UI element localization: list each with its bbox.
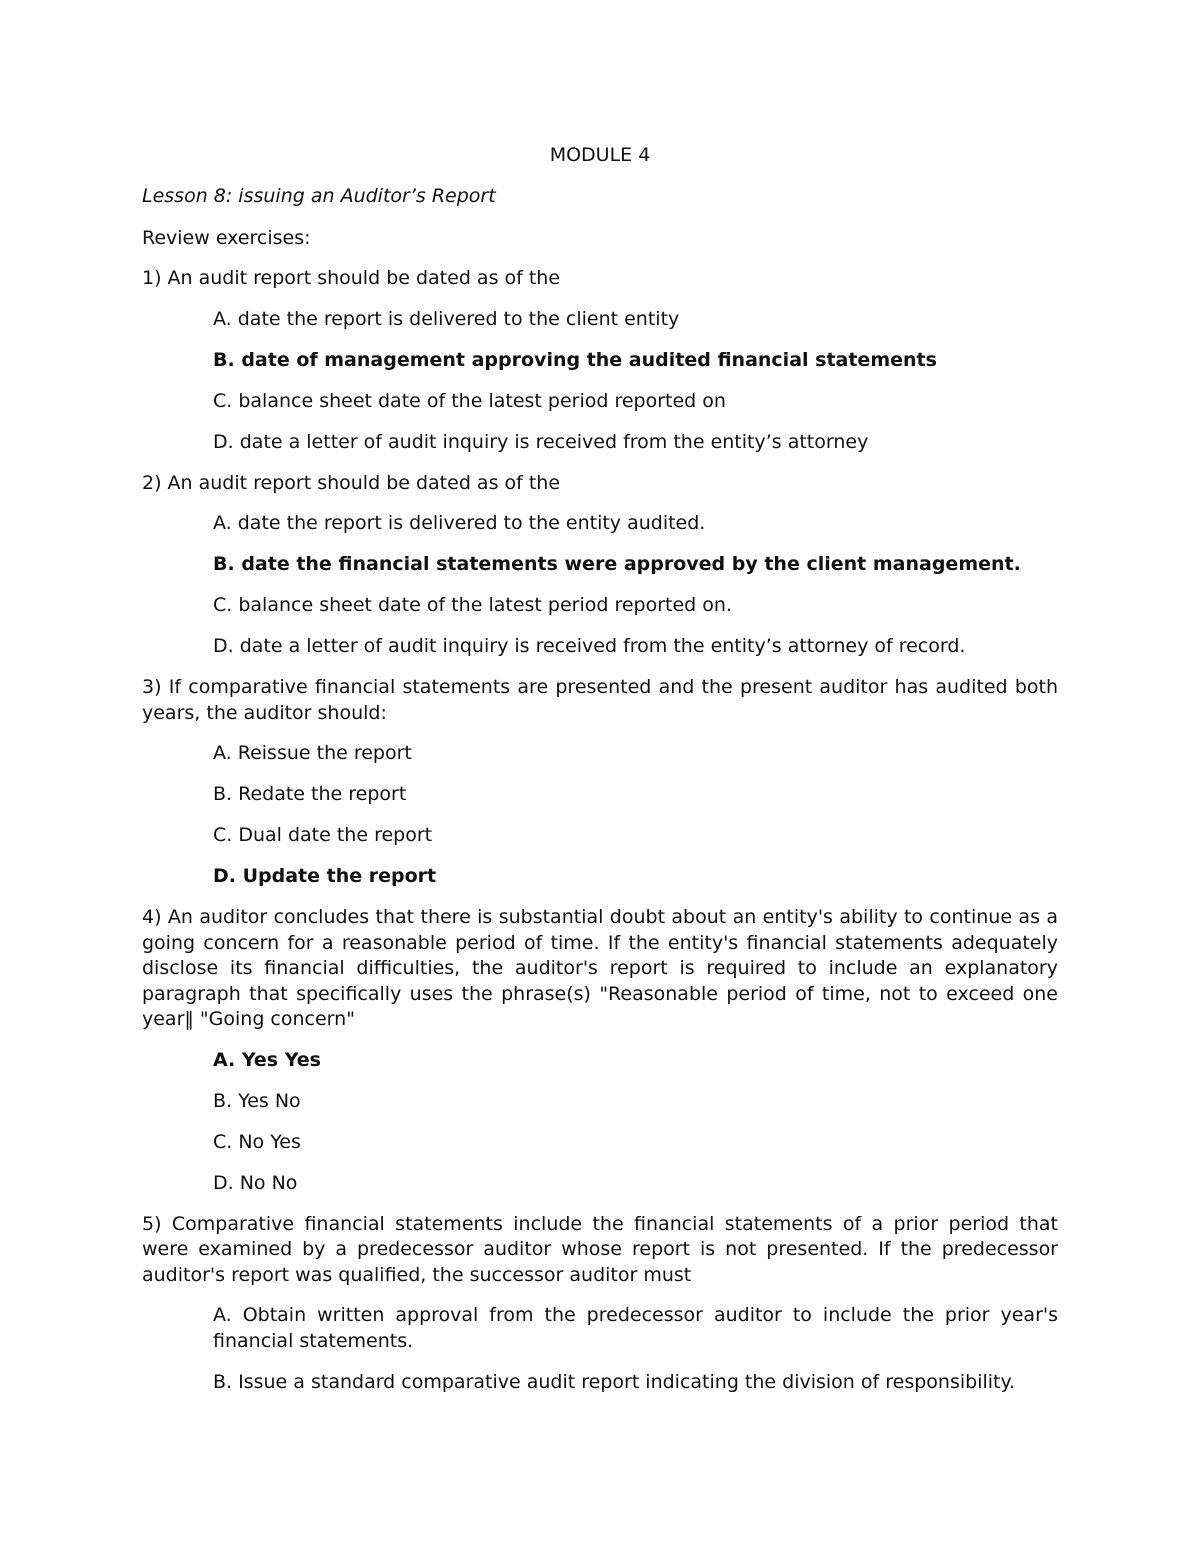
q3-option-b: B. Redate the report <box>213 783 407 805</box>
question-4: 4) An auditor concludes that there is substantial doubt about an entity's ability to continue as a going concern for a reasonable period of time. If the entity's financial statements adequately disclose its financial difficulties, the auditor's report is required to include an explanatory paragraph that specifically uses the phrase(s) "Reasonable period of time, not to exceed one year‖ "Going concern" <box>142 906 1058 1030</box>
question-2: 2) An audit report should be dated as of the <box>142 471 561 494</box>
module-title: MODULE 4 <box>549 144 651 166</box>
q2-option-d: D. date a letter of audit inquiry is received from the entity’s attorney of record. <box>213 635 966 657</box>
q2-option-a: A. date the report is delivered to the entity audited. <box>213 512 706 534</box>
section-label: Review exercises: <box>142 227 311 249</box>
q1-option-a: A. date the report is delivered to the client entity <box>213 307 680 330</box>
question-5: 5) Comparative financial statements include the financial statements of a prior period that were examined by a predecessor auditor whose report is not presented. If the predecessor auditor's report was qualified, the successor auditor must <box>142 1212 1058 1286</box>
q2-option-b-answer: B. date the financial statements were approved by the client management. <box>213 553 1021 575</box>
q4-option-d: D. No No <box>213 1171 298 1194</box>
q3-option-a: A. Reissue the report <box>213 742 412 764</box>
q3-option-d-answer: D. Update the report <box>213 865 437 887</box>
q2-option-c: C. balance sheet date of the latest period reported on. <box>213 594 732 616</box>
q1-option-b-answer: B. date of management approving the audited financial statements <box>213 348 937 371</box>
q4-option-a-answer: A. Yes Yes <box>213 1048 321 1071</box>
question-3: 3) If comparative financial statements are presented and the present auditor has audited both years, the auditor should: <box>142 676 1058 724</box>
q1-option-c: C. balance sheet date of the latest period reported on <box>213 389 726 412</box>
q3-option-c: C. Dual date the report <box>213 824 433 846</box>
q5-option-b: B. Issue a standard comparative audit report indicating the division of responsibility. <box>213 1370 1016 1393</box>
q5-option-a: A. Obtain written approval from the predecessor auditor to include the prior year's financial statements. <box>213 1304 1058 1352</box>
lesson-title: Lesson 8: issuing an Auditor’s Report <box>142 185 496 207</box>
question-1: 1) An audit report should be dated as of the <box>142 267 561 289</box>
q1-option-d: D. date a letter of audit inquiry is received from the entity’s attorney <box>213 430 869 453</box>
document-page <box>142 142 1058 1411</box>
q4-option-c: C. No Yes <box>213 1130 301 1153</box>
q4-option-b: B. Yes No <box>213 1089 301 1112</box>
